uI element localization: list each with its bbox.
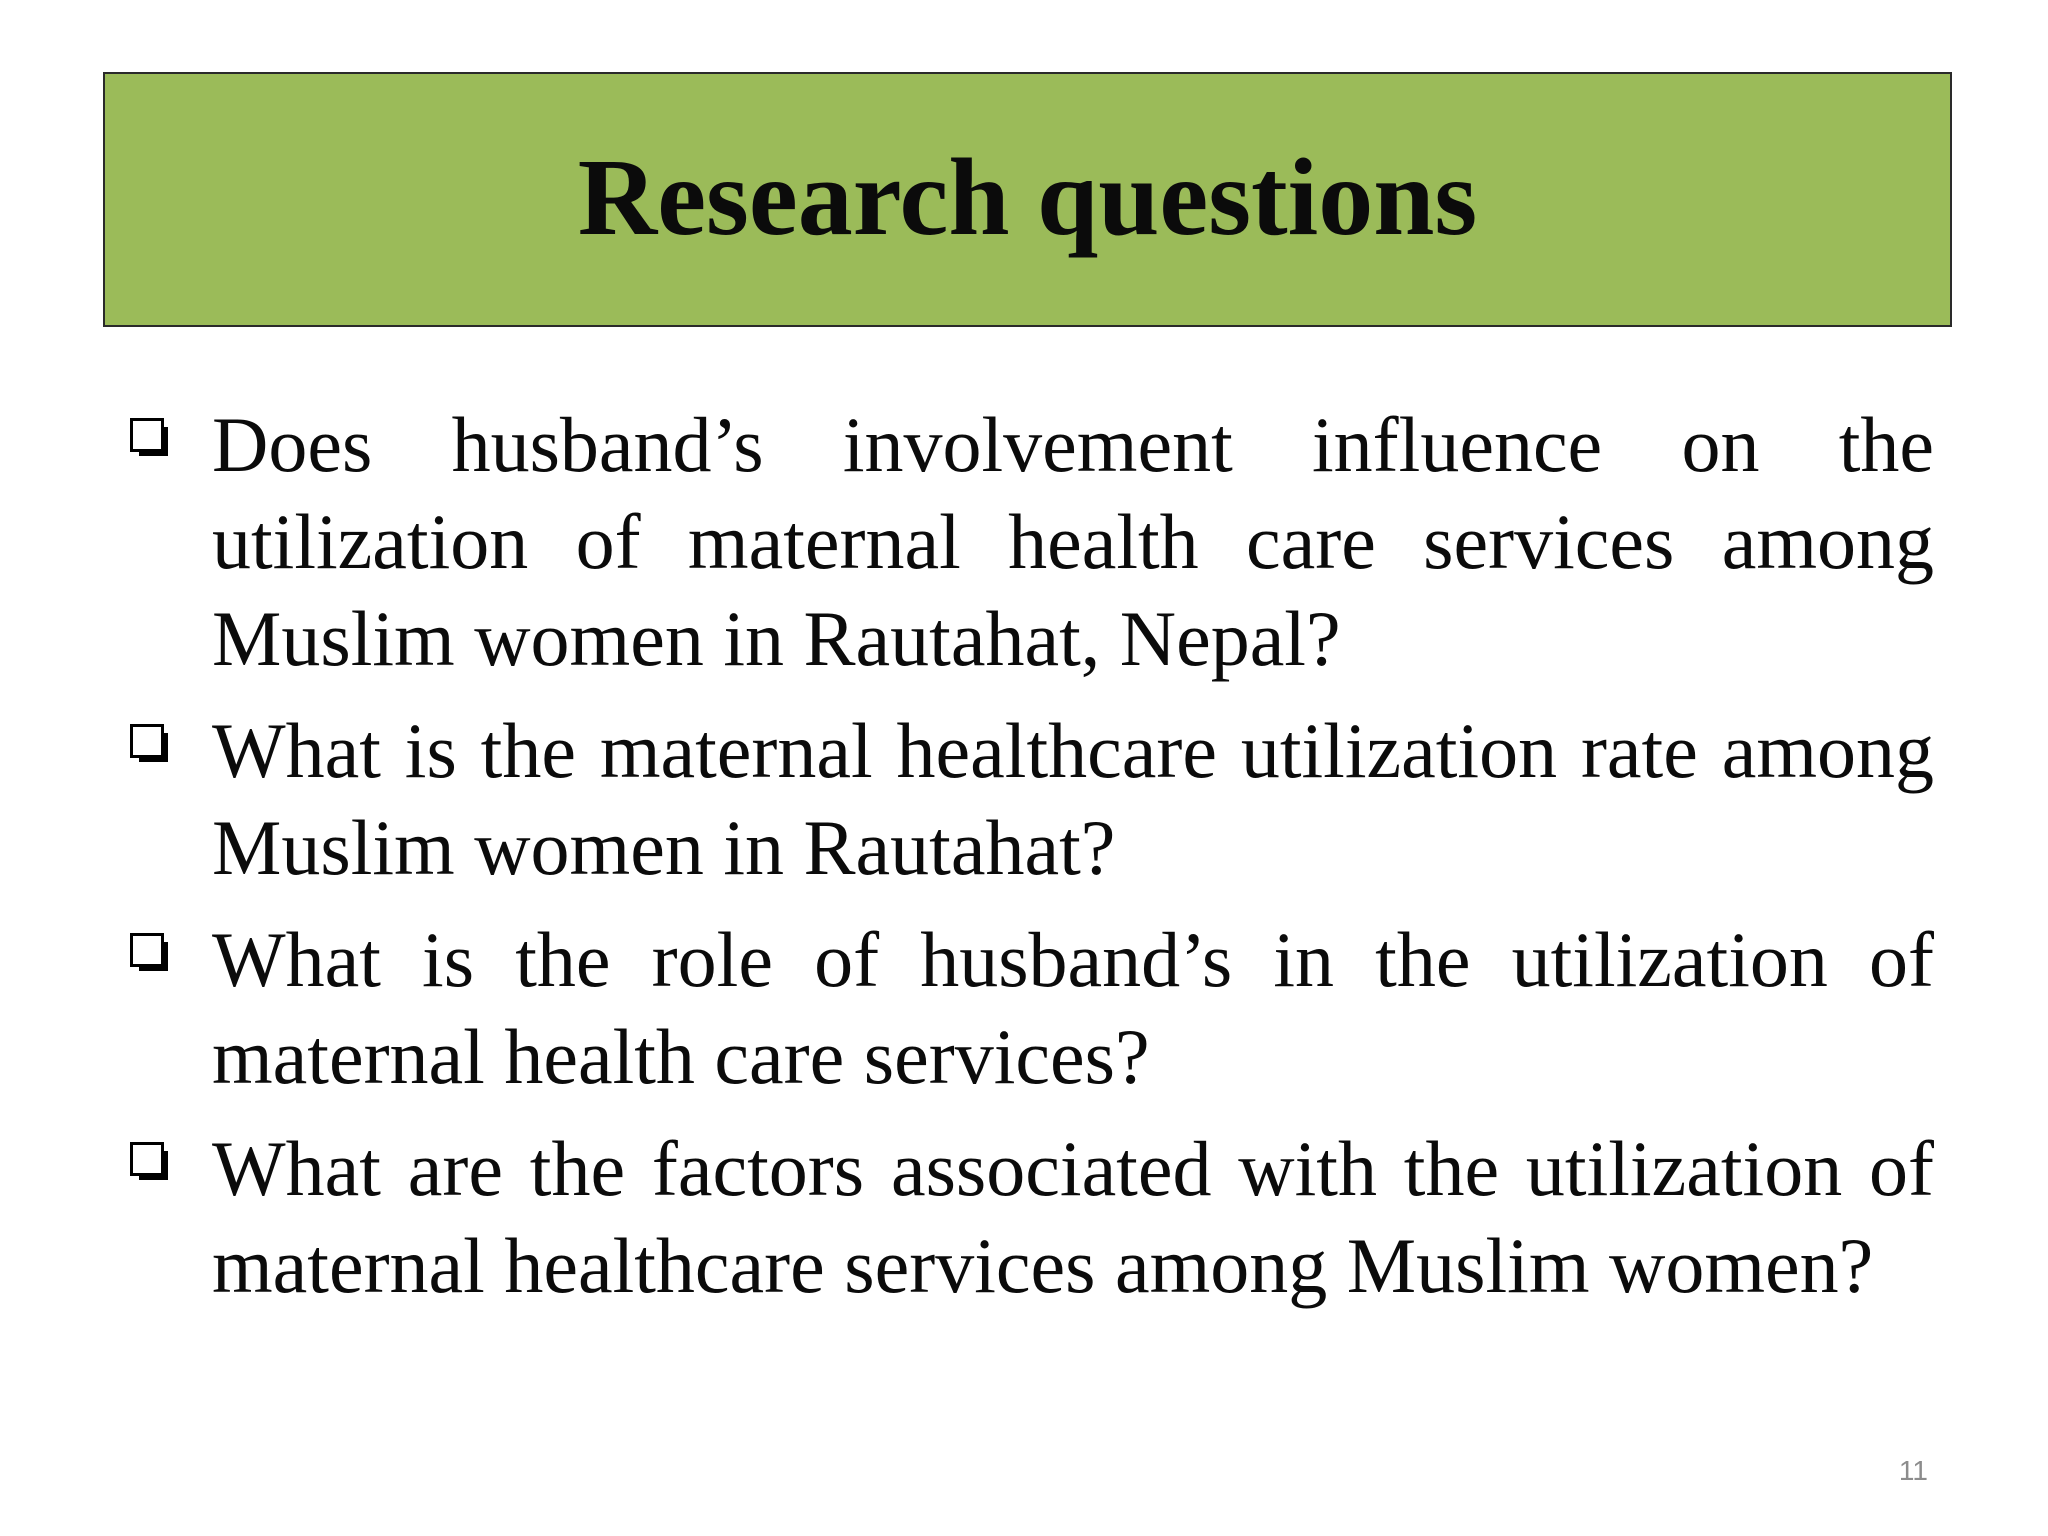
list-item bbox=[128, 911, 1934, 1105]
checkbox-square-icon bbox=[130, 724, 170, 764]
page-number: 11 bbox=[1898, 1455, 1928, 1486]
list-item bbox=[128, 396, 1934, 687]
list-item bbox=[128, 702, 1934, 896]
question-text: Does husband’s involvement influence on the utilization of maternal health care services among Muslim women in Rautahat, Nepal? bbox=[212, 401, 1934, 682]
question-text: What is the maternal healthcare utilization rate among Muslim women in Rautahat? bbox=[212, 707, 1934, 891]
research-questions-list bbox=[128, 396, 1934, 1329]
question-text: What are the factors associated with the utilization of maternal healthcare services among Muslim women? bbox=[212, 1125, 1934, 1309]
question-text: What is the role of husband’s in the utilization of maternal health care services? bbox=[212, 916, 1934, 1100]
title-banner bbox=[103, 72, 1952, 327]
checkbox-square-icon bbox=[130, 418, 170, 458]
slide-title: Research questions bbox=[577, 135, 1478, 258]
checkbox-square-icon bbox=[130, 933, 170, 973]
list-item bbox=[128, 1120, 1934, 1314]
checkbox-square-icon bbox=[130, 1142, 170, 1182]
